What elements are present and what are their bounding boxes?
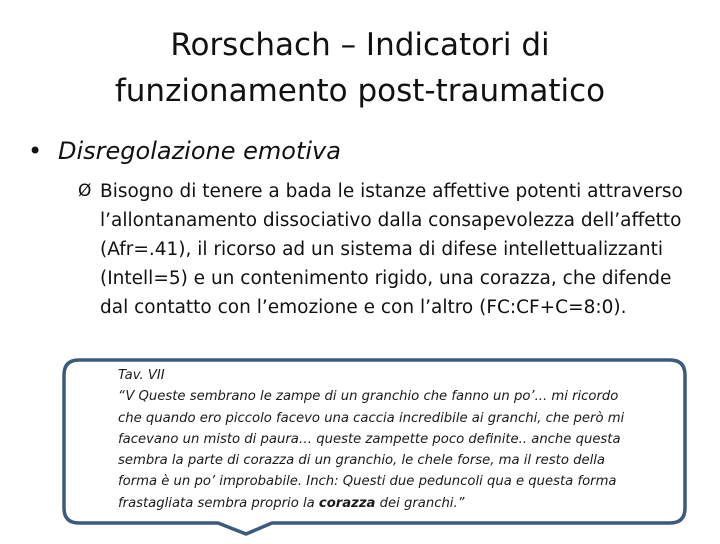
callout-quote	[118, 365, 678, 514]
callout-line-7-end: dei granchi.”	[375, 495, 465, 511]
sub-bullet-text: Bisogno di tenere a bada le istanze affettive potenti attraverso l’allontanamento dissociativo dalla consapevolezza dell’affetto (Afr=.41), il ricorso ad un sistema di difese intellettualizzanti (Intell=5) e un contenimento rigido, una corazza, che difende dal contatto con l’emozione e con l’altro (FC:CF+C=8:0).	[100, 181, 683, 318]
title-line-1: Rorschach – Indicatori di	[170, 27, 550, 63]
callout-bold-word: corazza	[318, 495, 376, 511]
callout-line-2: “V Queste sembrano le zampe di un granchio che fanno un po’... mi ricordo	[118, 389, 619, 405]
callout-line-7	[118, 493, 678, 514]
callout-line-7-start: frastagliata sembra proprio la	[118, 495, 319, 511]
callout-line-5: sembra la parte di corazza di un granchio, le chele forse, ma il resto della	[118, 453, 605, 469]
bullet-dot-icon: •	[28, 137, 43, 165]
bullet-text: Disregolazione emotiva	[58, 137, 341, 165]
callout-line-6: forma è un po’ improbabile. Inch: Questi due peduncoli qua e questa forma	[118, 474, 617, 490]
callout-line-3: che quando ero piccolo facevo una caccia incredibile ai granchi, che però mi	[118, 410, 625, 426]
callout-line-4: facevano un misto di paura… queste zampette poco definite.. anche questa	[118, 431, 621, 447]
title-line-2: funzionamento post-traumatico	[114, 73, 606, 109]
callout-line-1: Tav. VII	[118, 368, 165, 383]
arrow-bullet-icon: Ø	[78, 181, 92, 201]
